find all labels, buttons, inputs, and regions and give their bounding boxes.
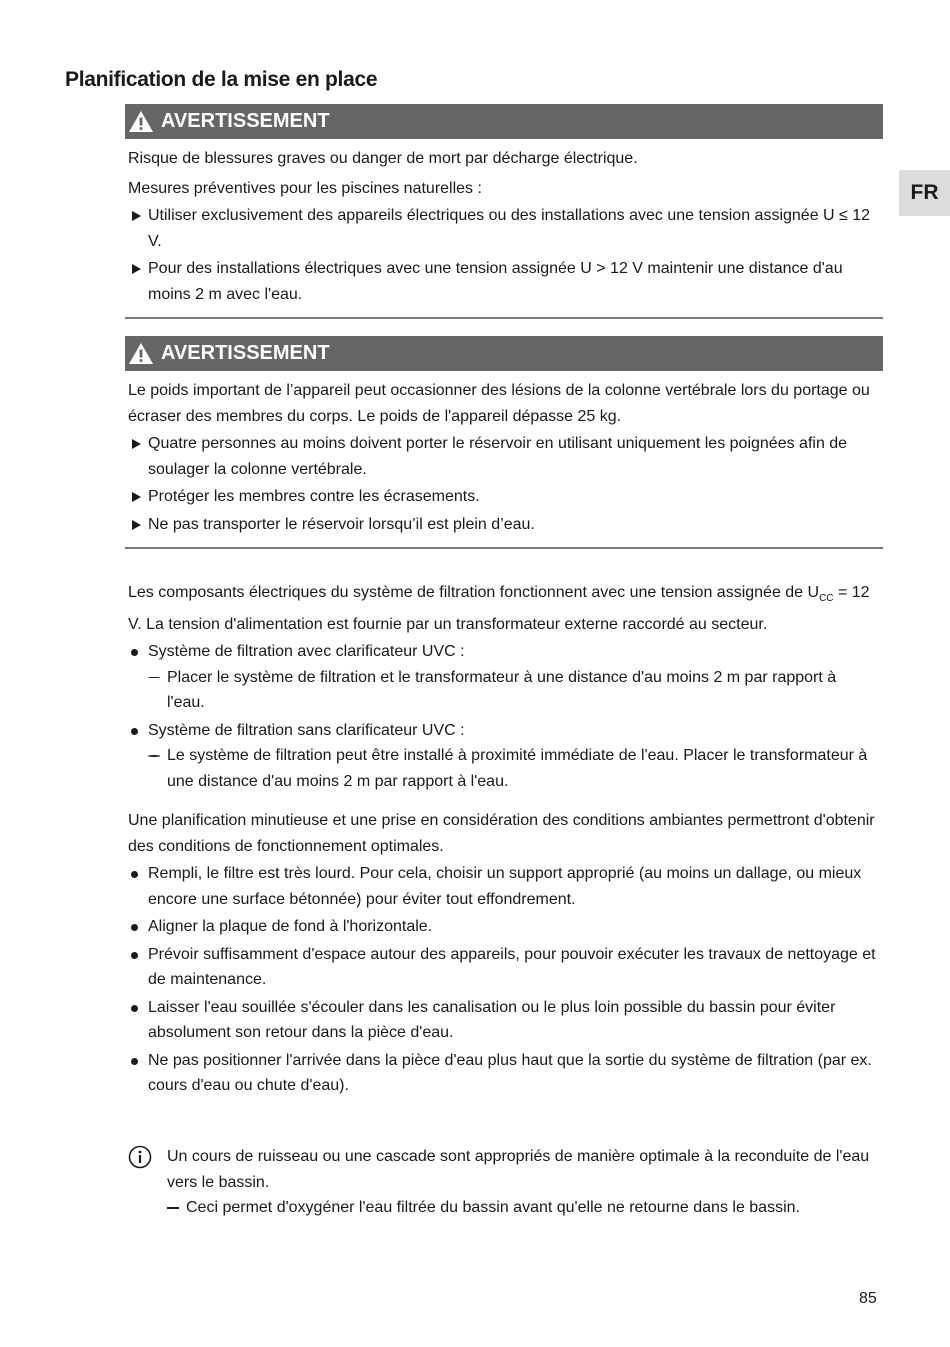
list-item: Ne pas transporter le réservoir lorsqu’il est plein d’eau.	[128, 512, 880, 538]
list-item: Système de filtration avec clarificateur UVC : Placer le système de filtration et le transformateur à une distance d'au moins 2 m par rapport à l'eau.	[128, 639, 878, 716]
list-item: Aligner la plaque de fond à l'horizontale.	[128, 914, 878, 940]
warning-triangle-icon	[128, 110, 154, 133]
note-text: Un cours de ruisseau ou une cascade sont appropriés de manière optimale à la reconduite de l'eau vers le bassin.	[167, 1148, 870, 1191]
page-number: 85	[859, 1290, 877, 1307]
planning-paragraph: Une planification minutieuse et une prise en considération des conditions ambiantes permettront d'obtenir des conditions de fonctionnement optimales.	[128, 812, 875, 855]
list-item: Laisser l'eau souillée s'écouler dans les canalisation ou le plus loin possible du bassin pour éviter absolument son retour dans la pièce d'eau.	[128, 995, 878, 1046]
warning-text: Le poids important de l’appareil peut occasionner des lésions de la colonne vertébrale lors du portage ou écraser des membres du corps. Le poids de l'appareil dépasse 25 kg.	[128, 382, 870, 425]
list-item: Prévoir suffisamment d'espace autour des appareils, pour pouvoir exécuter les travaux de nettoyage et de maintenance.	[128, 942, 878, 993]
info-icon	[128, 1145, 152, 1169]
warning-text: Risque de blessures graves ou danger de mort par décharge électrique.	[128, 150, 638, 167]
list-item: Utiliser exclusivement des appareils électriques ou des installations avec une tension assignée U ≤ 12 V.	[128, 203, 880, 254]
sub-list-item: Placer le système de filtration et le transformateur à une distance d'au moins 2 m par rapport à l'eau.	[148, 665, 878, 716]
warning-heading: AVERTISSEMENT	[161, 110, 330, 132]
warning-triangle-icon	[128, 342, 154, 365]
list-item: Protéger les membres contre les écrasements.	[128, 484, 880, 510]
warning-header	[125, 104, 883, 139]
language-tab: FR	[899, 170, 950, 216]
list-item: Pour des installations électriques avec une tension assignée U > 12 V maintenir une distance d'au moins 2 m avec l'eau.	[128, 256, 880, 307]
warning-text: Mesures préventives pour les piscines naturelles :	[128, 179, 482, 197]
sub-list-item: Ceci permet d'oxygéner l'eau filtrée du bassin avant qu'elle ne retourne dans le bassin.	[167, 1195, 878, 1221]
sub-list-item: Le système de filtration peut être installé à proximité immédiate de l'eau. Placer le transformateur à une distance d'au moins 2 m par rapport à l'eau.	[148, 743, 878, 794]
main-content	[128, 580, 878, 1101]
list-item: Quatre personnes au moins doivent porter le réservoir en utilisant uniquement les poignées afin de soulager la colonne vertébrale.	[128, 431, 880, 482]
warning-box-electric	[125, 104, 883, 319]
warning-header	[125, 336, 883, 371]
info-note	[128, 1144, 878, 1223]
list-item: Système de filtration sans clarificateur UVC : Le système de filtration peut être installé à proximité immédiate de l'eau. Placer le transformateur à une distance d'au moins 2 m par rapport à l'eau.	[128, 718, 878, 795]
warning-box-weight	[125, 336, 883, 549]
intro-paragraph: Les composants électriques du système de filtration fonctionnent avec une tension assignée de $U_{CC} = 12$ V. La tension d'alimentation est fournie par un transformateur externe raccordé au secteur.	[128, 584, 870, 633]
list-item: Ne pas positionner l'arrivée dans la pièce d'eau plus haut que la sortie du système de filtration (par ex. cours d'eau ou chute d'eau).	[128, 1048, 878, 1099]
warning-heading: AVERTISSEMENT	[161, 342, 330, 364]
list-item: Rempli, le filtre est très lourd. Pour cela, choisir un support approprié (au moins un dallage, ou mieux encore une surface bétonnée) pour éviter tout effondrement.	[128, 861, 878, 912]
page-title: Planification de la mise en place	[65, 68, 378, 91]
